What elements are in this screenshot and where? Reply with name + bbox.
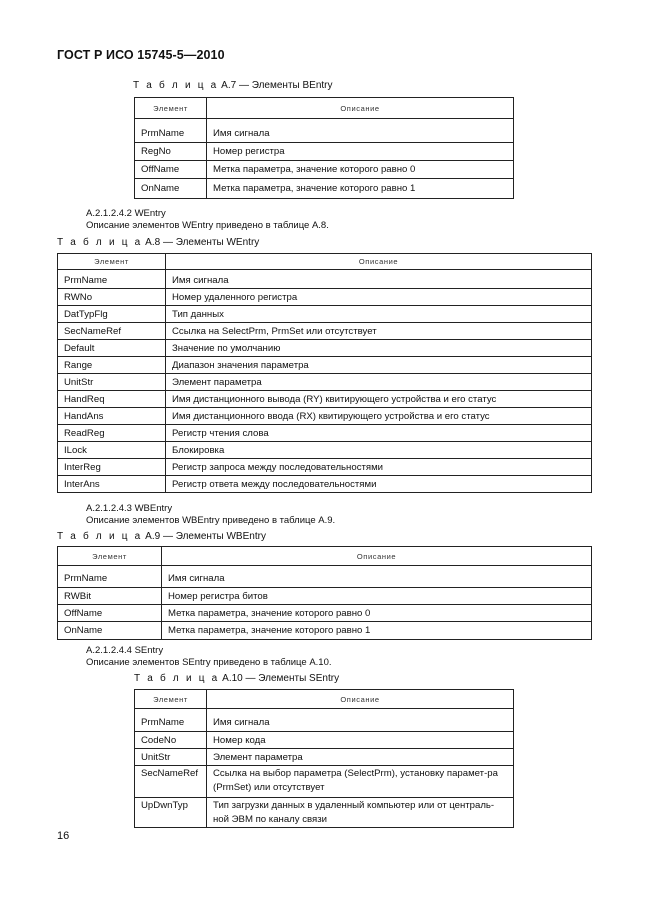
table-row [58,408,592,425]
table-row [135,709,514,732]
section-wentry-text: Описание элементов WEntry приведено в таблице А.8. [86,220,329,231]
table-cell-description: Элемент параметра [166,374,592,391]
table-a9-header-element: Элемент [58,547,162,566]
table-row [135,766,514,798]
table-row [58,289,592,306]
table-cell-element: ILock [58,442,166,459]
table-cell-description: Блокировка [166,442,592,459]
page-number: 16 [57,830,70,842]
table-a10-caption-title: А.10 — Элементы SEntry [219,673,340,684]
table-cell-element: HandAns [58,408,166,425]
table-a10-header-element: Элемент [135,690,207,709]
table-a8-header-element: Элемент [58,254,166,270]
table-row [135,732,514,749]
table-cell-element: OnName [135,179,207,199]
table-cell-description: Метка параметра, значение которого равно 1 [207,179,514,199]
table-row [58,588,592,605]
table-cell-description: Имя сигнала [162,566,592,588]
section-wentry-number: A.2.1.2.4.2 WEntry [86,208,166,219]
table-cell-element: SecNameRef [135,766,207,798]
table-row [135,798,514,828]
table-a7-header-description: Описание [207,98,514,119]
table-row [58,323,592,340]
table-row [58,476,592,493]
table-a9-header-description: Описание [162,547,592,566]
table-cell-description: Ссылка на SelectPrm, PrmSet или отсутствует [166,323,592,340]
table-row [58,306,592,323]
table-a8-caption-title: А.8 — Элементы WEntry [142,237,260,248]
table-row [58,340,592,357]
table-row [58,566,592,588]
table-cell-element: PrmName [135,119,207,143]
section-wbentry-number: A.2.1.2.4.3 WBEntry [86,503,173,514]
table-a9-caption-prefix: Т а б л и ц а [57,531,143,542]
table-cell-description: Тип данных [166,306,592,323]
table-row [135,161,514,179]
table-cell-description: Регистр чтения слова [166,425,592,442]
table-row [135,143,514,161]
table-row [58,374,592,391]
table-cell-element: DatTypFlg [58,306,166,323]
table-cell-element: Default [58,340,166,357]
table-cell-element: CodeNo [135,732,207,749]
table-cell-description: Ссылка на выбор параметра (SelectPrm), установку парамет-ра (PrmSet) или отсутствует [207,766,514,798]
table-a7-caption-prefix: Т а б л и ц а [133,80,219,91]
table-cell-element: ReadReg [58,425,166,442]
table-cell-description: Номер кода [207,732,514,749]
table-a8-caption [57,237,259,248]
table-cell-description: Метка параметра, значение которого равно 1 [162,622,592,640]
table-cell-description: Номер регистра [207,143,514,161]
table-a7-caption-title: А.7 — Элементы BEntry [218,80,333,91]
table-cell-description: Значение по умолчанию [166,340,592,357]
table-row [58,459,592,476]
table-a8 [57,253,592,493]
section-sentry-number: A.2.1.2.4.4 SEntry [86,645,164,656]
table-row [58,391,592,408]
table-row [135,119,514,143]
table-cell-description: Имя сигнала [207,709,514,732]
table-cell-element: PrmName [58,270,166,289]
table-cell-description: Номер удаленного регистра [166,289,592,306]
table-cell-description: Имя сигнала [166,270,592,289]
table-a10-header-description: Описание [207,690,514,709]
table-cell-description: Диапазон значения параметра [166,357,592,374]
table-cell-element: HandReq [58,391,166,408]
table-a7-header-element: Элемент [135,98,207,119]
table-cell-element: PrmName [135,709,207,732]
table-a8-header-description: Описание [166,254,592,270]
document-header: ГОСТ Р ИСО 15745-5—2010 [57,48,225,62]
table-cell-description: Регистр запроса между последовательностями [166,459,592,476]
table-row [58,622,592,640]
table-a7 [134,97,514,199]
table-row [58,442,592,459]
table-cell-description: Имя дистанционного ввода (RX) квитирующего устройства и его статус [166,408,592,425]
section-wbentry-text: Описание элементов WBEntry приведено в таблице А.9. [86,515,336,526]
table-a9-caption-title: А.9 — Элементы WBEntry [142,531,266,542]
table-row [58,357,592,374]
table-a10 [134,689,514,828]
table-cell-element: RegNo [135,143,207,161]
table-a9-caption [57,531,266,542]
table-cell-element: RWNo [58,289,166,306]
section-sentry-text: Описание элементов SEntry приведено в таблице А.10. [86,657,332,668]
table-row [135,179,514,199]
table-cell-element: OnName [58,622,162,640]
table-a10-caption-prefix: Т а б л и ц а [134,673,220,684]
table-a8-caption-prefix: Т а б л и ц а [57,237,143,248]
table-cell-description: Регистр ответа между последовательностями [166,476,592,493]
table-cell-description: Номер регистра битов [162,588,592,605]
table-a7-caption [133,80,333,91]
table-row [58,270,592,289]
table-cell-element: UpDwnTyp [135,798,207,828]
table-cell-description: Имя дистанционного вывода (RY) квитирующего устройства и его статус [166,391,592,408]
table-cell-element: OffName [58,605,162,622]
table-cell-element: InterReg [58,459,166,476]
table-cell-description: Метка параметра, значение которого равно 0 [207,161,514,179]
table-cell-element: OffName [135,161,207,179]
table-row [58,425,592,442]
table-cell-element: PrmName [58,566,162,588]
table-a9 [57,546,592,640]
table-cell-element: SecNameRef [58,323,166,340]
table-cell-description: Имя сигнала [207,119,514,143]
table-cell-description: Тип загрузки данных в удаленный компьютер или от централь-ной ЭВМ по каналу связи [207,798,514,828]
table-row [135,749,514,766]
table-cell-element: RWBit [58,588,162,605]
table-cell-description: Метка параметра, значение которого равно 0 [162,605,592,622]
table-cell-element: InterAns [58,476,166,493]
table-a10-caption [134,673,339,684]
table-cell-element: Range [58,357,166,374]
table-cell-description: Элемент параметра [207,749,514,766]
table-cell-element: UnitStr [58,374,166,391]
table-cell-element: UnitStr [135,749,207,766]
table-row [58,605,592,622]
